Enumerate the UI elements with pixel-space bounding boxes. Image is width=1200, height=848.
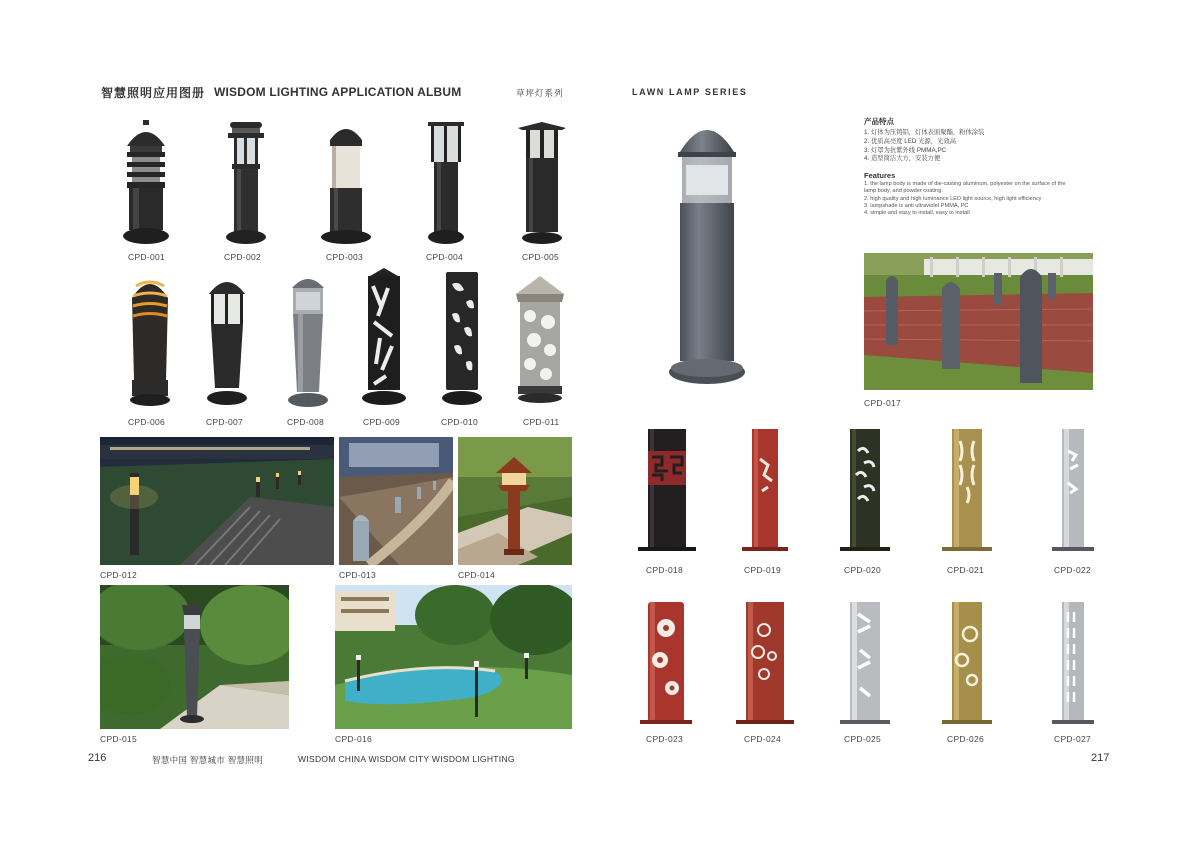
product-lamp-cpd-008 bbox=[272, 270, 344, 412]
product-lamp-cpd-021 bbox=[930, 425, 1002, 555]
product-lamp-cpd-019 bbox=[728, 425, 800, 555]
features-title-cn: 产品特点 bbox=[864, 117, 894, 126]
feature-en-item: 3. lampshade is anti ultraviolet PMMA, PC bbox=[864, 203, 969, 210]
features-panel bbox=[864, 116, 1114, 218]
installation-photo-cpd-013 bbox=[339, 437, 453, 565]
footer-slogan-cn: 智慧中国 智慧城市 智慧照明 bbox=[152, 755, 263, 765]
product-lamp-cpd-002 bbox=[210, 118, 282, 248]
product-lamp-cpd-027 bbox=[1036, 598, 1108, 728]
product-lamp-cpd-010 bbox=[426, 266, 498, 412]
product-lamp-cpd-025 bbox=[828, 598, 900, 728]
product-code: CPD-012 bbox=[100, 570, 138, 580]
series-title-cn: 草坪灯系列 bbox=[516, 88, 564, 98]
feature-cn-item: 3. 灯罩为抗紫外线 PMMA,PC bbox=[864, 146, 947, 154]
product-code: CPD-003 bbox=[326, 252, 364, 262]
footer-slogan-en: WISDOM CHINA WISDOM CITY WISDOM LIGHTING bbox=[298, 754, 515, 764]
installation-photo-cpd-015 bbox=[100, 585, 289, 729]
product-code: CPD-007 bbox=[206, 417, 244, 427]
installation-photo-cpd-012 bbox=[100, 437, 334, 565]
product-lamp-cpd-005 bbox=[506, 118, 578, 248]
product-code: CPD-013 bbox=[339, 570, 377, 580]
product-code: CPD-023 bbox=[646, 734, 684, 744]
product-code: CPD-009 bbox=[363, 417, 401, 427]
installation-photo-cpd-016 bbox=[335, 585, 572, 729]
product-code: CPD-020 bbox=[844, 565, 882, 575]
product-code: CPD-006 bbox=[128, 417, 166, 427]
product-lamp-cpd-017 bbox=[662, 110, 752, 390]
product-lamp-cpd-003 bbox=[310, 118, 382, 248]
feature-cn-item: 1. 灯体为压铸铝，灯体表面聚酯，粉体涂装 bbox=[864, 129, 985, 136]
product-code: CPD-004 bbox=[426, 252, 464, 262]
product-code: CPD-016 bbox=[335, 734, 373, 744]
product-lamp-cpd-018 bbox=[630, 425, 702, 555]
product-lamp-cpd-023 bbox=[630, 598, 702, 728]
product-code: CPD-026 bbox=[947, 734, 985, 744]
product-lamp-cpd-004 bbox=[410, 118, 482, 248]
product-lamp-cpd-009 bbox=[348, 266, 420, 412]
product-code: CPD-015 bbox=[100, 734, 138, 744]
product-code: CPD-010 bbox=[441, 417, 479, 427]
product-lamp-cpd-026 bbox=[930, 598, 1002, 728]
feature-en-item: 2. high quality and high luminance LED light source, high light efficiency bbox=[864, 195, 1042, 202]
product-code: CPD-001 bbox=[128, 252, 166, 262]
product-lamp-cpd-022 bbox=[1036, 425, 1108, 555]
product-code: CPD-019 bbox=[744, 565, 782, 575]
product-code: CPD-014 bbox=[458, 570, 496, 580]
page-number-right: 217 bbox=[1091, 752, 1110, 764]
product-code: CPD-002 bbox=[224, 252, 262, 262]
product-code: CPD-022 bbox=[1054, 565, 1092, 575]
installation-photo-cpd-014 bbox=[458, 437, 572, 565]
product-code: CPD-017 bbox=[864, 398, 902, 408]
product-code: CPD-011 bbox=[523, 417, 560, 427]
product-code: CPD-005 bbox=[522, 252, 560, 262]
product-lamp-cpd-020 bbox=[828, 425, 900, 555]
feature-cn-item: 2. 优质高亮度 LED 光源，光效高 bbox=[864, 137, 957, 145]
product-lamp-cpd-007 bbox=[191, 270, 263, 412]
feature-en-item: 1. the lamp body is made of die-casting aluminum, polyester on the surface of the bbox=[864, 181, 1066, 188]
product-lamp-cpd-024 bbox=[728, 598, 800, 728]
product-code: CPD-021 bbox=[947, 565, 985, 575]
album-title-en: WISDOM LIGHTING APPLICATION ALBUM bbox=[214, 85, 462, 99]
feature-cn-item: 4. 造型简洁大方，安装方便 bbox=[864, 155, 941, 163]
product-code: CPD-024 bbox=[744, 734, 782, 744]
product-code: CPD-018 bbox=[646, 565, 684, 575]
installation-photo-cpd-017 bbox=[864, 253, 1093, 390]
feature-en-item: 4. simple and easy to install, easy to install bbox=[864, 210, 970, 217]
product-code: CPD-027 bbox=[1054, 734, 1092, 744]
product-code: CPD-008 bbox=[287, 417, 325, 427]
product-lamp-cpd-011 bbox=[504, 270, 576, 412]
feature-en-item: lamp body, and powder coating. bbox=[864, 188, 943, 195]
product-code: CPD-025 bbox=[844, 734, 882, 744]
album-title-cn: 智慧照明应用图册 bbox=[101, 86, 206, 100]
product-lamp-cpd-001 bbox=[110, 118, 182, 248]
series-title-en: LAWN LAMP SERIES bbox=[632, 87, 748, 97]
features-title-en: Features bbox=[864, 171, 896, 181]
page-number-left: 216 bbox=[88, 752, 107, 764]
product-lamp-cpd-006 bbox=[114, 270, 186, 412]
